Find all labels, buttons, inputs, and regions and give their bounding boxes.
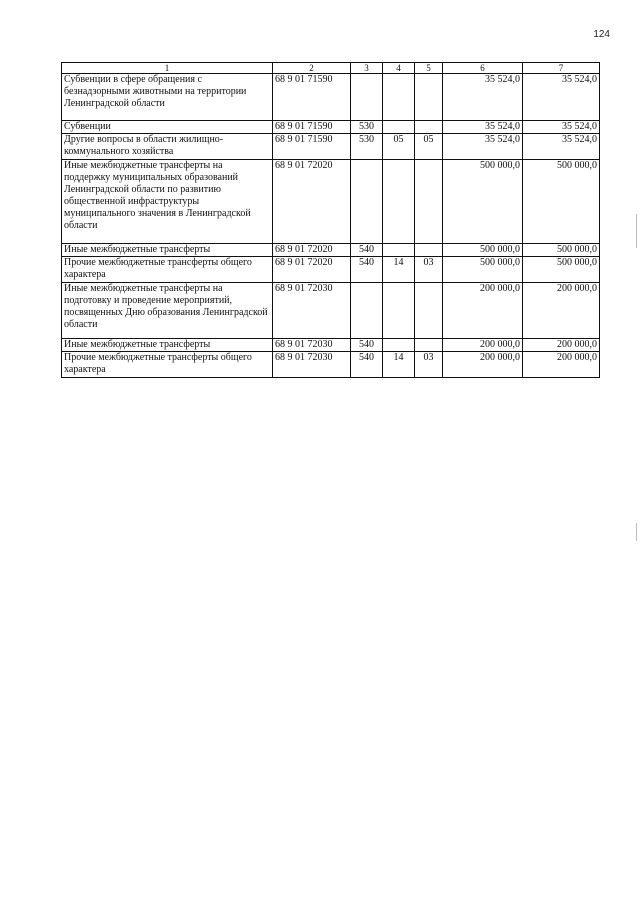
amount-col7-cell: 200 000,0	[523, 283, 600, 339]
expense-type-cell	[351, 283, 383, 339]
amount-col6-cell: 500 000,0	[443, 257, 523, 283]
section-cell	[383, 160, 415, 244]
column-header: 1	[62, 63, 273, 74]
row-name-cell: Иные межбюджетные трансферты	[62, 339, 273, 352]
subsection-cell	[415, 121, 443, 134]
column-header: 5	[415, 63, 443, 74]
column-header: 6	[443, 63, 523, 74]
table-row	[62, 339, 600, 352]
expense-type-cell: 540	[351, 257, 383, 283]
target-code-cell: 68 9 01 71590	[273, 121, 351, 134]
table-row	[62, 74, 600, 121]
section-cell: 14	[383, 352, 415, 378]
amount-col6-cell: 200 000,0	[443, 352, 523, 378]
target-code-cell: 68 9 01 71590	[273, 134, 351, 160]
expense-type-cell: 540	[351, 352, 383, 378]
table-row	[62, 160, 600, 244]
section-cell: 05	[383, 134, 415, 160]
amount-col7-cell: 35 524,0	[523, 134, 600, 160]
table-header-row	[62, 63, 600, 74]
amount-col7-cell: 35 524,0	[523, 74, 600, 121]
subsection-cell: 03	[415, 257, 443, 283]
subsection-cell	[415, 339, 443, 352]
section-cell	[383, 339, 415, 352]
section-cell	[383, 74, 415, 121]
subsection-cell: 05	[415, 134, 443, 160]
amount-col6-cell: 35 524,0	[443, 121, 523, 134]
section-cell	[383, 283, 415, 339]
scan-edge-mark	[636, 523, 637, 541]
target-code-cell: 68 9 01 72030	[273, 283, 351, 339]
expense-type-cell	[351, 160, 383, 244]
column-header: 7	[523, 63, 600, 74]
page-number: 124	[593, 29, 610, 40]
table-row	[62, 134, 600, 160]
row-name-cell: Иные межбюджетные трансферты	[62, 244, 273, 257]
amount-col6-cell: 200 000,0	[443, 283, 523, 339]
row-name-cell: Субвенции в сфере обращения с безнадзорными животными на территории Ленинградской области	[62, 74, 273, 121]
amount-col7-cell: 500 000,0	[523, 160, 600, 244]
expense-type-cell	[351, 74, 383, 121]
table-row	[62, 257, 600, 283]
amount-col7-cell: 35 524,0	[523, 121, 600, 134]
amount-col7-cell: 200 000,0	[523, 339, 600, 352]
subsection-cell	[415, 283, 443, 339]
subsection-cell	[415, 244, 443, 257]
target-code-cell: 68 9 01 71590	[273, 74, 351, 121]
target-code-cell: 68 9 01 72020	[273, 257, 351, 283]
amount-col6-cell: 200 000,0	[443, 339, 523, 352]
amount-col6-cell: 35 524,0	[443, 134, 523, 160]
expense-type-cell: 540	[351, 339, 383, 352]
amount-col6-cell: 500 000,0	[443, 244, 523, 257]
scan-edge-mark	[636, 214, 637, 248]
amount-col7-cell: 500 000,0	[523, 257, 600, 283]
row-name-cell: Другие вопросы в области жилищно-коммунального хозяйства	[62, 134, 273, 160]
section-cell	[383, 244, 415, 257]
row-name-cell: Иные межбюджетные трансферты на подготовку и проведение мероприятий, посвященных Дню образования Ленинградской области	[62, 283, 273, 339]
column-header: 4	[383, 63, 415, 74]
target-code-cell: 68 9 01 72020	[273, 244, 351, 257]
row-name-cell: Субвенции	[62, 121, 273, 134]
row-name-cell: Прочие межбюджетные трансферты общего характера	[62, 352, 273, 378]
row-name-cell: Иные межбюджетные трансферты на поддержку муниципальных образований Ленинградской области по развитию общественной инфраструктуры муниципального значения в Ленинградской области	[62, 160, 273, 244]
budget-table	[61, 62, 600, 378]
section-cell	[383, 121, 415, 134]
amount-col6-cell: 35 524,0	[443, 74, 523, 121]
table-row	[62, 244, 600, 257]
amount-col6-cell: 500 000,0	[443, 160, 523, 244]
amount-col7-cell: 500 000,0	[523, 244, 600, 257]
expense-type-cell: 530	[351, 121, 383, 134]
table-row	[62, 283, 600, 339]
amount-col7-cell: 200 000,0	[523, 352, 600, 378]
section-cell: 14	[383, 257, 415, 283]
target-code-cell: 68 9 01 72020	[273, 160, 351, 244]
expense-type-cell: 530	[351, 134, 383, 160]
table-row	[62, 121, 600, 134]
column-header: 3	[351, 63, 383, 74]
subsection-cell	[415, 160, 443, 244]
column-header: 2	[273, 63, 351, 74]
subsection-cell: 03	[415, 352, 443, 378]
expense-type-cell: 540	[351, 244, 383, 257]
target-code-cell: 68 9 01 72030	[273, 339, 351, 352]
subsection-cell	[415, 74, 443, 121]
row-name-cell: Прочие межбюджетные трансферты общего характера	[62, 257, 273, 283]
target-code-cell: 68 9 01 72030	[273, 352, 351, 378]
table-row	[62, 352, 600, 378]
